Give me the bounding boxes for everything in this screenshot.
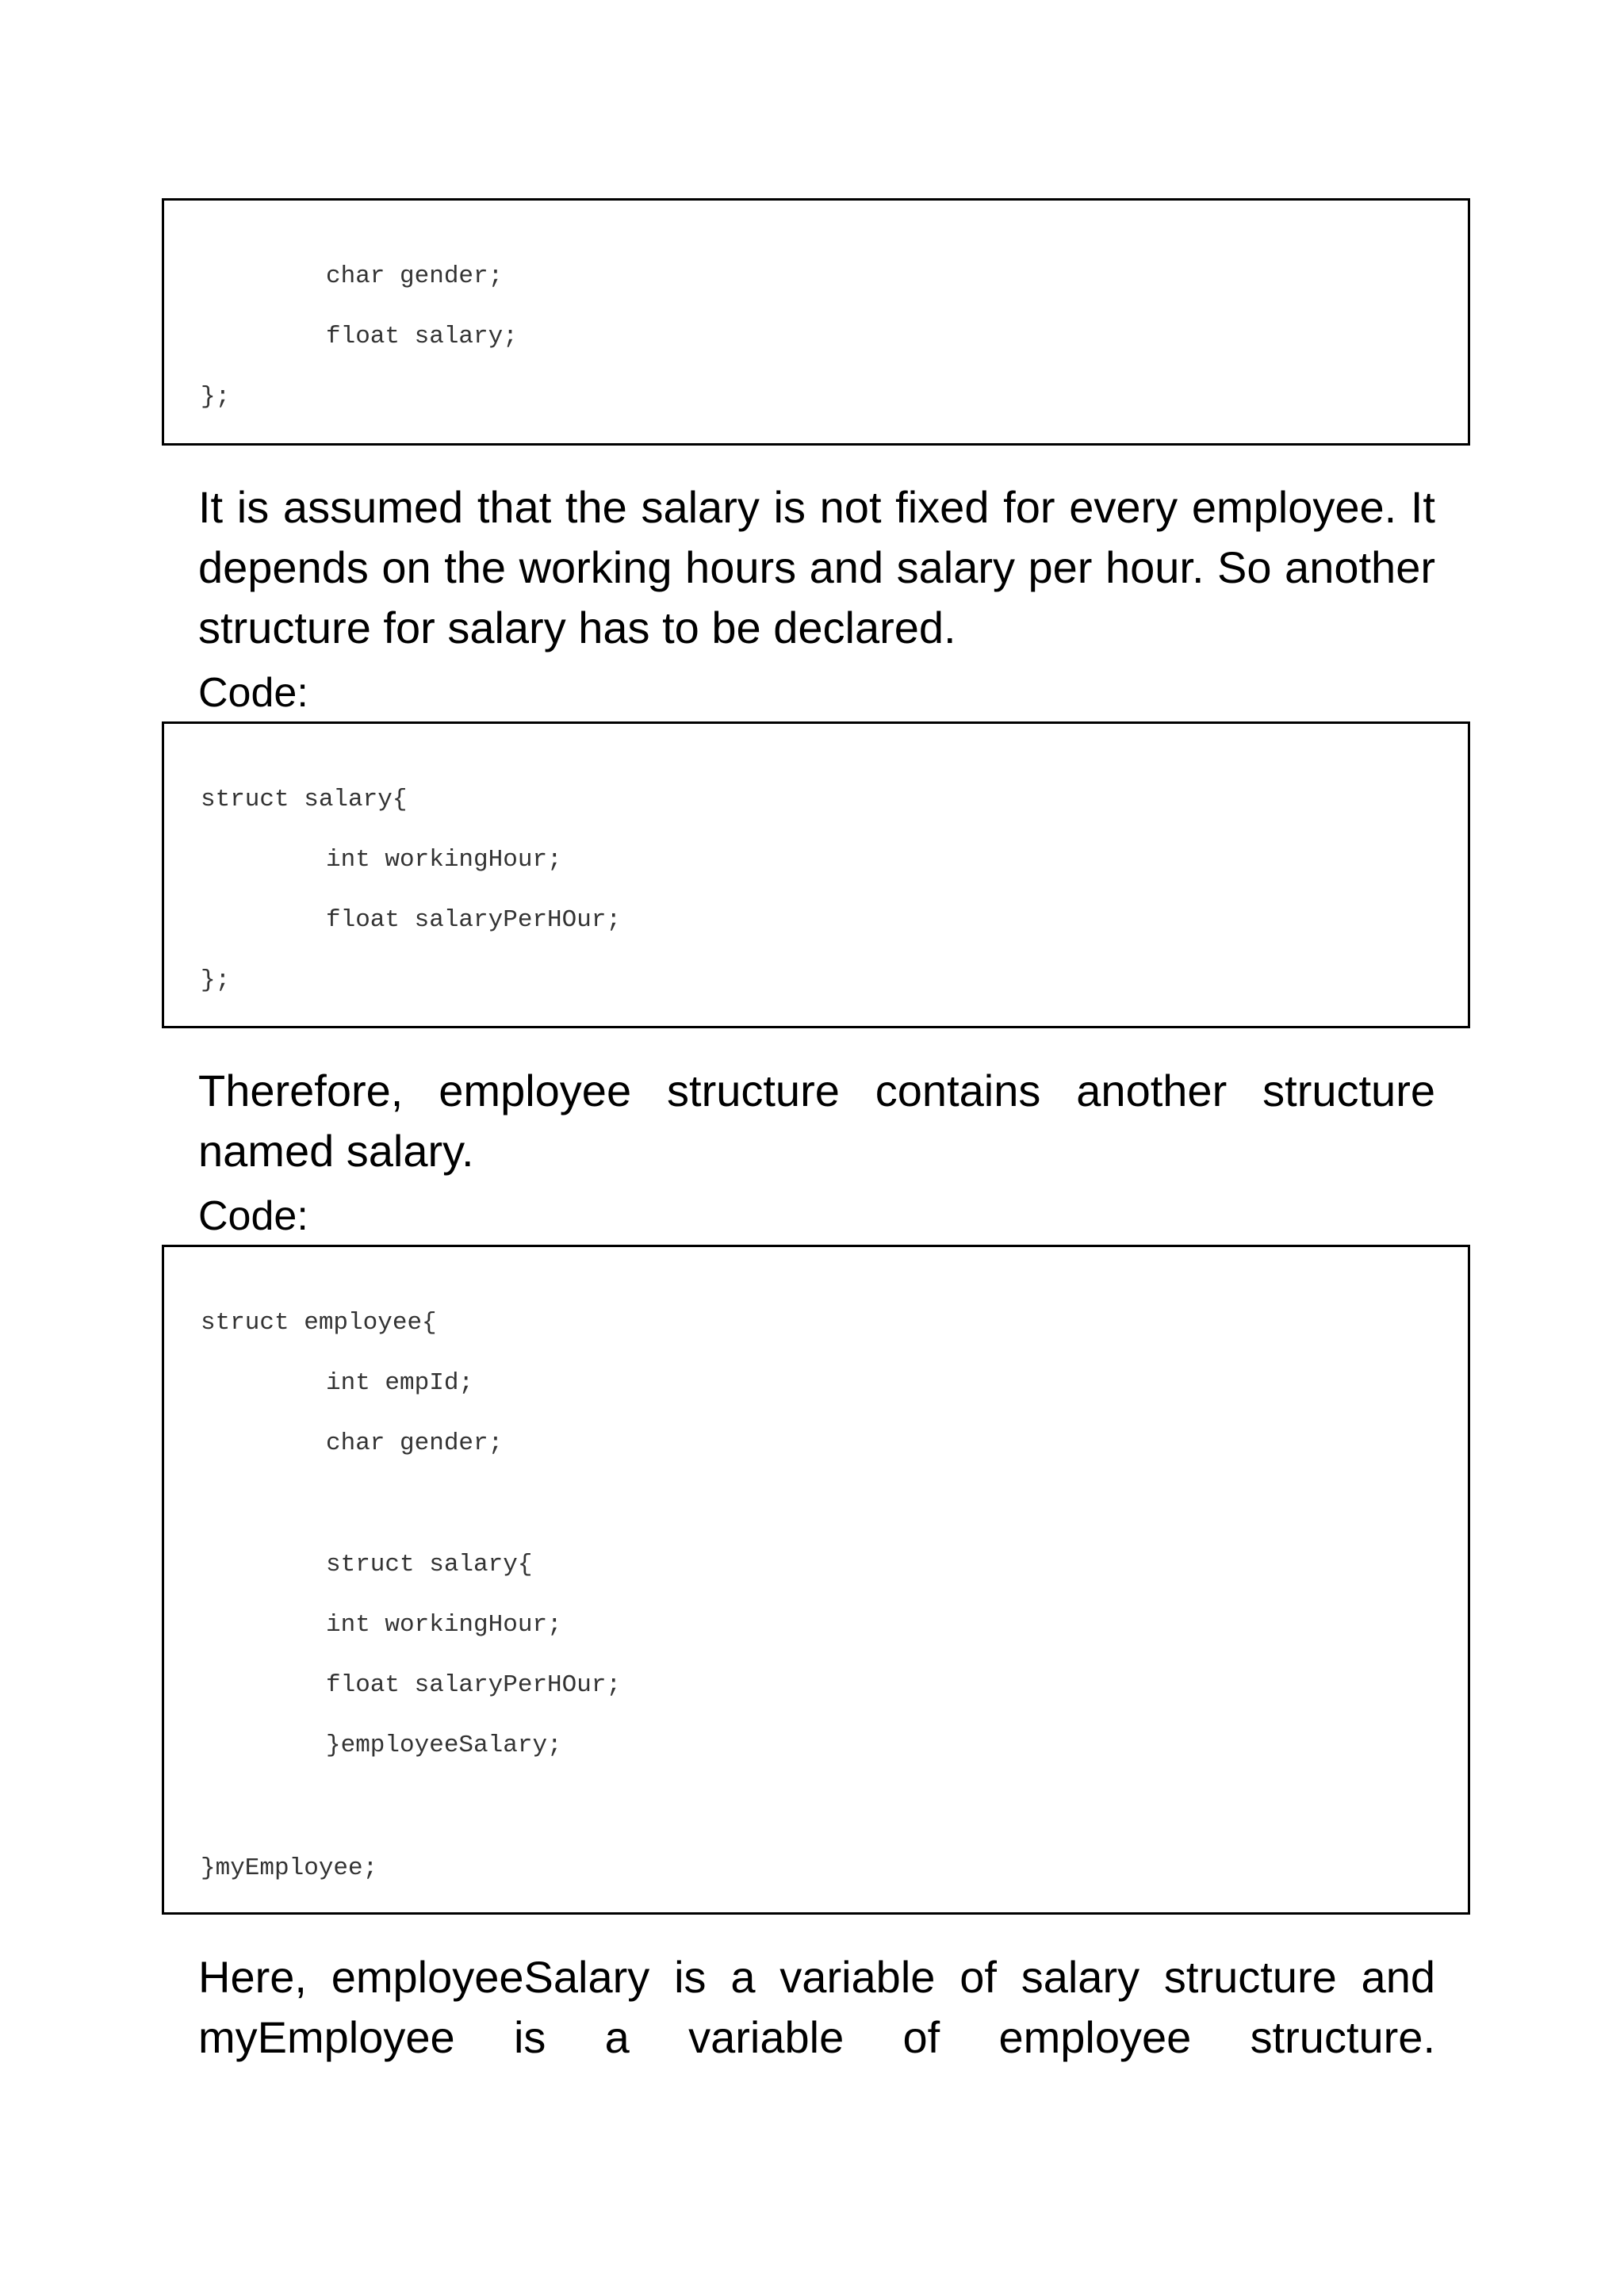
code-block-3 [162, 1245, 1470, 1915]
code-line: }; [201, 383, 231, 411]
code-label: Code: [198, 670, 308, 716]
paragraph-variables-explanation: Here, employeeSalary is a variable of salary structure and myEmployee is a variable of employee structure. [198, 1952, 1435, 2062]
paragraph-nested-structure: Therefore, employee structure contains another structure named salary. [198, 1066, 1435, 1176]
code-line: }; [201, 966, 231, 994]
code-label: Code: [198, 1193, 308, 1239]
code-line: int workingHour; [326, 846, 562, 874]
code-line: float salaryPerHOur; [326, 906, 622, 934]
code-line: int empId; [326, 1369, 474, 1397]
code-line: }myEmployee; [201, 1854, 378, 1882]
code-line: struct employee{ [201, 1309, 437, 1337]
code-line: char gender; [326, 262, 504, 290]
code-block-1 [162, 198, 1470, 446]
code-line: struct salary{ [326, 1551, 533, 1578]
code-line: int workingHour; [326, 1611, 562, 1639]
code-block-2 [162, 721, 1470, 1028]
code-line: struct salary{ [201, 786, 408, 813]
code-line: float salaryPerHOur; [326, 1671, 622, 1699]
paragraph-salary-assumption: It is assumed that the salary is not fixed for every employee. It depends on the working hours and salary per hour. So another structure for salary has to be declared. [198, 482, 1435, 652]
code-line: }employeeSalary; [326, 1732, 562, 1759]
code-line: char gender; [326, 1429, 504, 1457]
code-line: float salary; [326, 323, 518, 350]
